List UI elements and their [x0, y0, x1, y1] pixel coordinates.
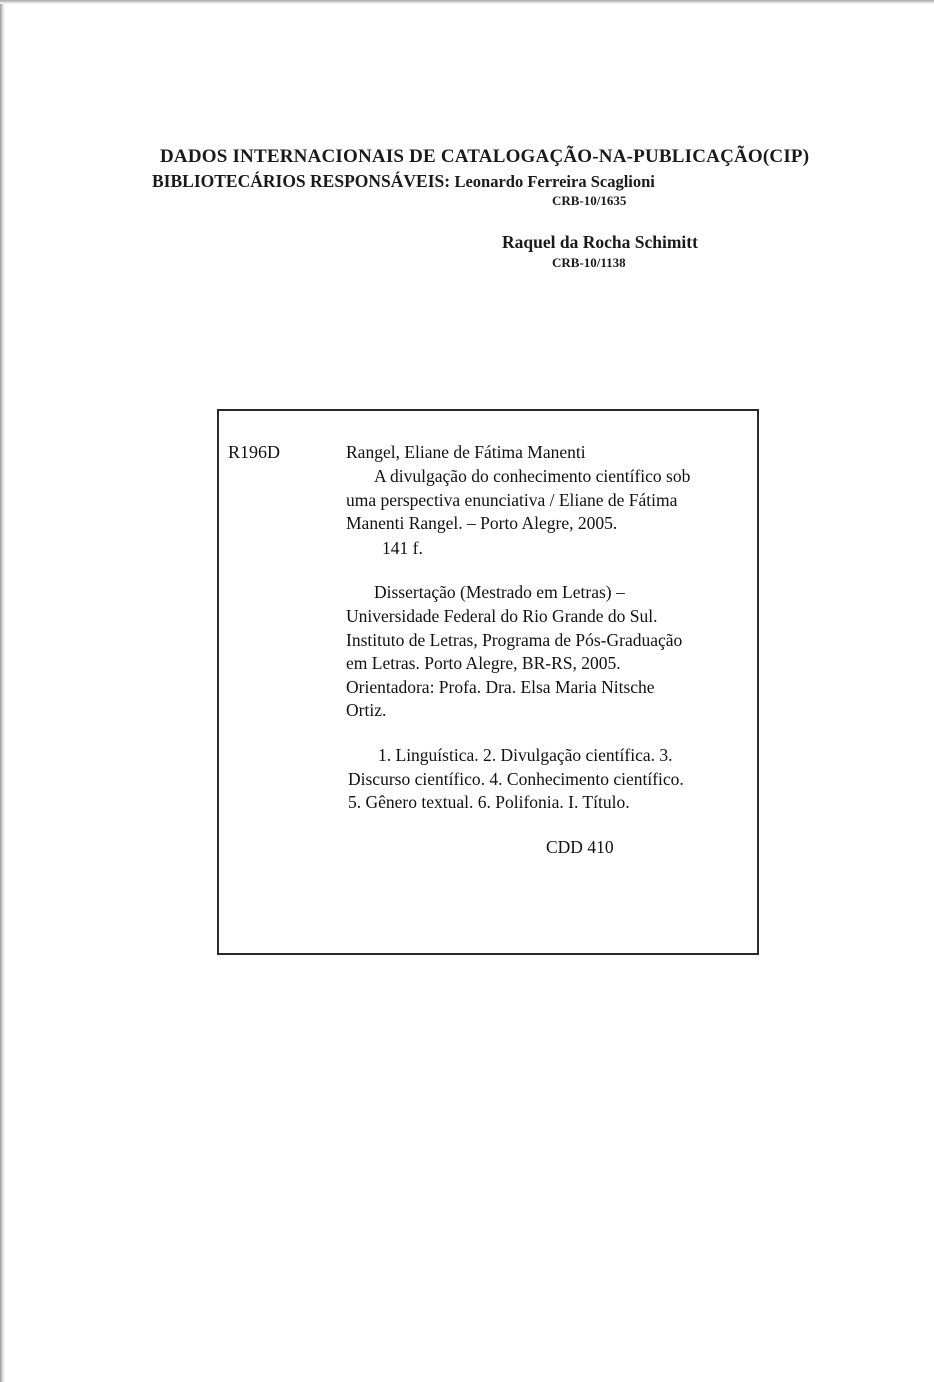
card-note-line: em Letras. Porto Alegre, BR-RS, 2005. — [346, 653, 621, 673]
librarians-label: BIBLIOTECÁRIOS RESPONSÁVEIS: — [152, 171, 451, 191]
librarian-2-name: Raquel da Rocha Schimitt — [502, 232, 698, 252]
card-classification: CDD 410 — [546, 837, 614, 857]
librarians-line — [152, 171, 655, 192]
scan-edge-top — [0, 0, 934, 4]
scan-edge-left — [0, 0, 5, 1382]
card-note-line: Dissertação (Mestrado em Letras) – — [374, 582, 625, 602]
card-note-line: Ortiz. — [346, 700, 387, 720]
card-author: Rangel, Eliane de Fátima Manenti — [346, 442, 586, 462]
call-number: R196D — [228, 442, 281, 462]
cip-heading: DADOS INTERNACIONAIS DE CATALOGAÇÃO-NA-PUBLICAÇÃO(CIP) — [160, 146, 810, 167]
card-title-line: Manenti Rangel. – Porto Alegre, 2005. — [346, 513, 618, 533]
librarian-1-crb: CRB-10/1635 — [552, 193, 627, 208]
card-title-line: uma perspectiva enunciativa / Eliane de Fátima — [346, 490, 678, 510]
card-pages: 141 f. — [382, 538, 423, 558]
card-subject-line: 1. Linguística. 2. Divulgação científica. 3. — [378, 745, 673, 765]
card-note-line: Orientadora: Profa. Dra. Elsa Maria Nitsche — [346, 677, 655, 697]
librarian-1-name: Leonardo Ferreira Scaglioni — [454, 172, 655, 191]
librarian-2-crb: CRB-10/1138 — [552, 255, 626, 270]
card-note-line: Instituto de Letras, Programa de Pós-Graduação — [346, 630, 683, 650]
card-subject-line: Discurso científico. 4. Conhecimento científico. — [348, 769, 684, 789]
card-note-line: Universidade Federal do Rio Grande do Sul. — [346, 606, 658, 626]
card-subject-line: 5. Gênero textual. 6. Polifonia. I. Título. — [348, 792, 630, 812]
card-title-line: A divulgação do conhecimento científico sob — [374, 466, 691, 486]
